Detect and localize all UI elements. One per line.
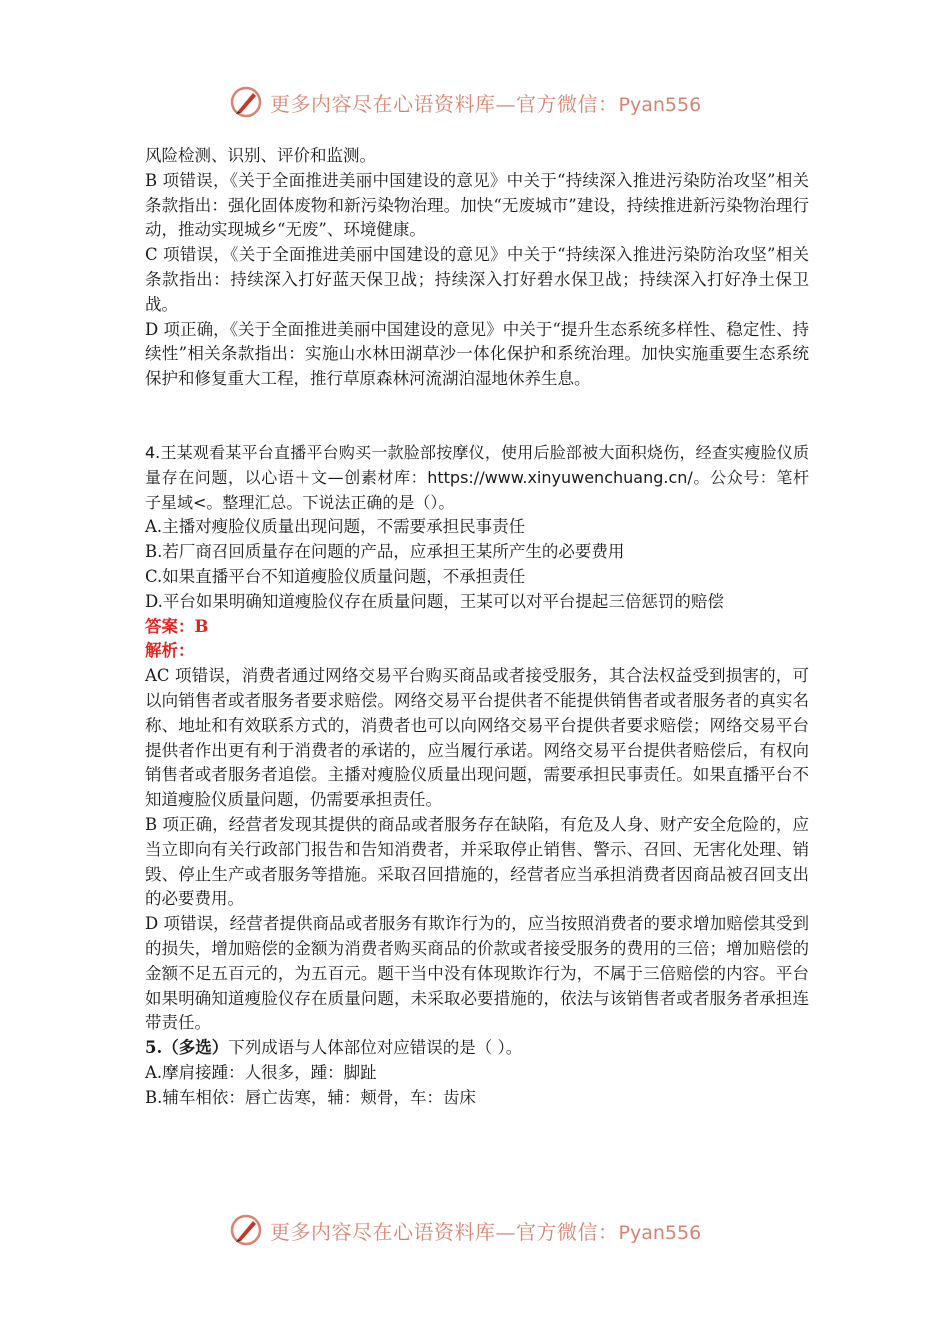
analysis-paragraph: B 项正确，经营者发现其提供的商品或者服务存在缺陷，有危及人身、财产安全危险的，应当立即向有关行政部门报告和告知消费者，并采取停止销售、警示、召回、无害化处理、销毁、停止生产或者服务等措施。采取召回措施的，经营者应当承担消费者因商品被召回支出的必要费用。 bbox=[145, 814, 809, 909]
question-5-number: 5. bbox=[145, 1038, 163, 1058]
prev-paragraph: 风险检测、识别、评价和监测。 bbox=[145, 146, 376, 165]
question-5-type: （多选） bbox=[162, 1038, 229, 1058]
spacer bbox=[145, 392, 809, 441]
pen-logo-icon bbox=[228, 84, 264, 120]
question-5-option: A.摩肩接踵：人很多，踵：脚趾 bbox=[145, 1062, 377, 1082]
question-4-option: B.若厂商召回质量存在问题的产品，应承担王某所产生的必要费用 bbox=[145, 542, 625, 562]
header-banner bbox=[228, 82, 701, 122]
question-4-option: C.如果直播平台不知道瘦脸仪质量问题，不承担责任 bbox=[145, 566, 526, 586]
analysis-paragraph: AC 项错误，消费者通过网络交易平台购买商品或者接受服务，其合法权益受到损害的，可以向销售者或者服务者要求赔偿。网络交易平台提供者不能提供销售者或者服务者的真实名称、地址和有效联系方式的，消费者也可以向网络交易平台提供者要求赔偿；网络交易平台提供者作出更有利于消费者的承诺的，应当履行承诺。网络交易平台提供者赔偿后，有权向销售者或者服务者追偿。主播对瘦脸仪质量出现问题，需要承担民事责任。如果直播平台不知道瘦脸仪质量问题，仍需要承担责任。 bbox=[145, 666, 809, 810]
analysis-label: 解析： bbox=[145, 641, 195, 661]
answer-label: 答案：B bbox=[145, 616, 209, 636]
question-4-option: D.平台如果明确知道瘦脸仪存在质量问题，王某可以对平台提起三倍惩罚的赔偿 bbox=[145, 591, 724, 611]
question-4-option: A.主播对瘦脸仪质量出现问题，不需要承担民事责任 bbox=[145, 517, 526, 537]
banner-text: 更多内容尽在心语资料库—官方微信：Pyan556 bbox=[270, 91, 702, 116]
wechat-id: Pyan556 bbox=[618, 1221, 702, 1244]
prev-paragraph: D 项正确，《关于全面推进美丽中国建设的意见》中关于“提升生态系统多样性、稳定性、持续性”相关条款指出：实施山水林田湖草沙一体化保护和系统治理。加快实施重要生态系统保护和修复重大工程，推行草原森林河流湖泊湿地休养生息。 bbox=[145, 319, 809, 389]
prev-paragraph: C 项错误，《关于全面推进美丽中国建设的意见》中关于“持续深入推进污染防治攻坚”相关条款指出：持续深入打好蓝天保卫战；持续深入打好碧水保卫战；持续深入打好净土保卫战。 bbox=[145, 245, 809, 314]
question-5-text: 下列成语与人体部位对应错误的是（ ）。 bbox=[228, 1038, 523, 1058]
prev-paragraph: B 项错误，《关于全面推进美丽中国建设的意见》中关于“持续深入推进污染防治攻坚”相关条款指出：强化固体废物和新污染物治理。加快“无废城市”建设，持续推进新污染物治理行动，推动实现城乡“无废”、环境健康。 bbox=[145, 170, 809, 240]
banner-text: 更多内容尽在心语资料库—官方微信：Pyan556 bbox=[270, 1219, 702, 1244]
pen-logo-icon bbox=[228, 1212, 264, 1248]
question-5-stem bbox=[145, 1036, 809, 1061]
wechat-id: Pyan556 bbox=[618, 93, 702, 116]
question-5-option: B.辅车相依：唇亡齿寒，辅：颊骨，车：齿床 bbox=[145, 1087, 476, 1107]
question-4-stem: 4.王某观看某平台直播平台购买一款脸部按摩仪，使用后脸部被大面积烧伤，经查实瘦脸仪质量存在问题，以心语＋文—创素材库：https://www.xinyuwenchuang.cn/。公众号：笔杆子星域<。整理汇总。下说法正确的是（）。 bbox=[145, 442, 809, 512]
document-body bbox=[145, 144, 809, 1110]
footer-banner bbox=[228, 1210, 701, 1250]
analysis-paragraph: D 项错误，经营者提供商品或者服务有欺诈行为的，应当按照消费者的要求增加赔偿其受到的损失，增加赔偿的金额为消费者购买商品的价款或者接受服务的费用的三倍；增加赔偿的金额不足五百元的，为五百元。题干当中没有体现欺诈行为，不属于三倍赔偿的内容。平台如果明确知道瘦脸仪存在质量问题，未采取必要措施的，依法与该销售者或者服务者承担连带责任。 bbox=[145, 914, 809, 1033]
